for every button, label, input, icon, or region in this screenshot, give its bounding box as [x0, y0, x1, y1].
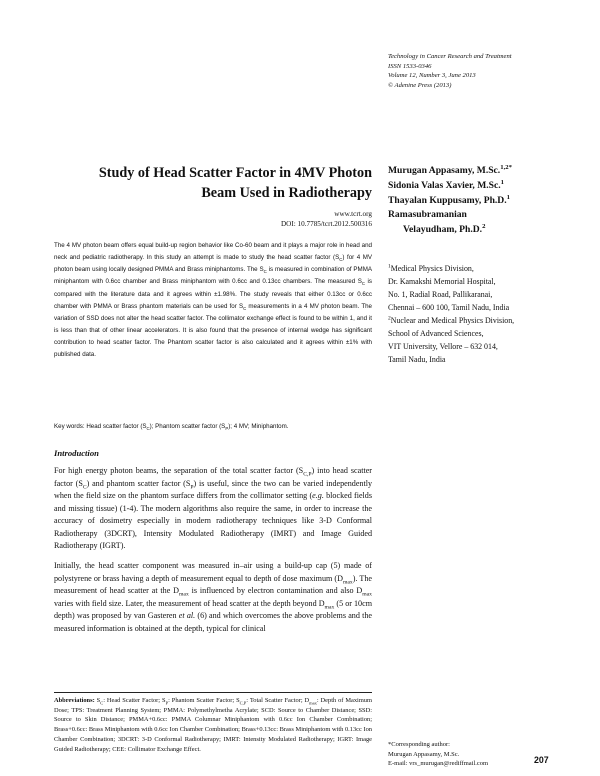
journal-issn: ISSN 1533-0346: [388, 62, 432, 70]
author: Thayalan Kuppusamy, Ph.D.$^1$: [388, 193, 510, 206]
abbreviations: Abbreviations: $S_C$: Head Scatter Factor; $S_P$: Phantom Scatter Factor; $S_{C,P}$: Total Scatter Factor; $D_{max}$: Depth of Maximum Dose; TPS: Treatment Planning System; PMMA: Polymethylmetha Acrylate; SCD: Source to Chamber Distance; SSD: Source to Skin Distance; PMMA+0.6cc: PMMA Columnar Miniphantom with 0.6cc Ion Chamber Combination; Brass+0.6cc: Brass Miniphantom with 0.6cc Ion Chamber Combination; Brass+0.13cc: Brass Miniphantom with 0.13cc Ion Chamber Combination; 3DCRT: 3-D Conformal Radiotherapy; IMRT: Intensity Modulated Radiotherapy; IGRT: Image Guided Radiotherapy; CEE: Collimator Exchange Effect.: [54, 697, 372, 753]
footnote-divider: [54, 692, 372, 693]
journal-volume: Volume 12, Number 3, June 2013: [388, 72, 476, 79]
corresponding-name: Murugan Appasamy, M.Sc.: [388, 750, 460, 758]
author: Murugan Appasamy, M.Sc.$^{1,2*}$: [388, 163, 512, 176]
affiliation-line: $^1$Medical Physics Division,: [388, 263, 474, 273]
affiliation-line: Chennai – 600 100, Tamil Nadu, India: [388, 302, 510, 312]
intro-paragraph-2: Initially, the head scatter component was measured in–air using a build-up cap (5) made of polystyrene or brass having a depth of measurement equal to depth of dose maximum $(D_{max})$. The measurement of head scatter at the $D_{max}$ is influenced by electron contamination and also $D_{max}$ varies with field size. Later, the measurement of head scatter at the depth beyond $D_{max}$ (5 or 10cm depth) was proposed by van Gasteren et al. (6) and which overcomes the above problems and the measured information is obtained at the depth, typical for clinical: [54, 561, 372, 633]
author-list: [388, 164, 588, 238]
page-number: 207: [534, 755, 549, 765]
title-line-1: Study of Head Scatter Factor in 4MV Photon: [98, 165, 372, 181]
affiliation-line: Tamil Nadu, India: [388, 354, 446, 364]
affiliation-line: VIT University, Vellore – 632 014,: [388, 341, 498, 351]
section-heading-introduction: Introduction: [54, 448, 99, 458]
journal-url[interactable]: www.tcrt.org: [334, 210, 372, 218]
journal-name: Technology in Cancer Research and Treatment: [388, 53, 512, 60]
keywords: Key words: Head scatter factor $(S_C)$; Phantom scatter factor $(S_P)$; 4 MV; Miniphantom.: [54, 423, 289, 432]
corresponding-label: *Corresponding author:: [388, 741, 450, 748]
corresponding-author: [388, 740, 588, 769]
affiliations: [388, 263, 588, 367]
author: Sidonia Valas Xavier, M.Sc.$^1$: [388, 178, 505, 191]
abstract: The 4 MV photon beam offers equal build-up region behavior like Co-60 beam and it plays a major role in head and neck and pediatric radiotherapy. In this study an attempt is made to study the head scatter factor $(S_C)$ for 4 MV photon beam using locally designed PMMA and Brass miniphantoms. The $S_C$ is measured in combination of PMMA miniphantom with 0.6cc chamber and Brass miniphantom with 0.6cc and 0.13cc chambers. The measured $S_C$ is compared with the literature data and it agrees within ±1.98%. The study reveals that either 0.13cc or 0.6cc chamber with PMMA or Brass phantom materials can be used for $S_C$ measurements in a 4 MV photon beam. The variation of SSD does not alter the head scatter factor. The collimator exchange effect is found to be within 1, and it is less than that of other linear accelerators. It is also found that the presence of internal wedge has significant contribution to head scatter factor. The Phantom scatter factor is also calculated and it agrees within ±1% with published data.: [54, 242, 373, 359]
article-title: [68, 163, 372, 203]
title-line-2: Beam Used in Radiotherapy: [201, 185, 372, 201]
journal-publisher: © Adenine Press (2013): [388, 81, 452, 89]
author: Ramasubramanian: [388, 209, 467, 221]
affiliation-line: Dr. Kamakshi Memorial Hospital,: [388, 276, 496, 286]
journal-header: [388, 52, 588, 90]
doi[interactable]: DOI: 10.7785/tcrt.2012.500316: [280, 219, 372, 228]
affiliation-line: School of Advanced Sciences,: [388, 328, 484, 338]
affiliation-line: $^2$Nuclear and Medical Physics Division,: [388, 315, 515, 325]
affiliation-line: No. 1, Radial Road, Pallikaranai,: [388, 289, 493, 299]
author: Velayudham, Ph.D.$^2$: [403, 223, 486, 236]
corresponding-email[interactable]: E-mail: vrs_murugan@rediffmail.com: [388, 760, 489, 768]
intro-paragraph-1: For high energy photon beams, the separation of the total scatter factor $(S_{C,P})$ into head scatter factor $(S_C)$ and phantom scatter factor $(S_P)$ is useful, since the two can be varied independently when the field size on the phantom surface differs from the collimator setting (e.g. blocked fields and missing tissue) (1-4). The modern algorithms also require the same, in order to increase the accuracy of dosimetry especially in modern radiotherapy techniques like 3-D Conformal Radiotherapy (3DCRT), Intensity Modulated Radiotherapy (IMRT) and Image Guided Radiotherapy (IGRT).: [54, 466, 373, 550]
article-meta: [200, 210, 372, 229]
